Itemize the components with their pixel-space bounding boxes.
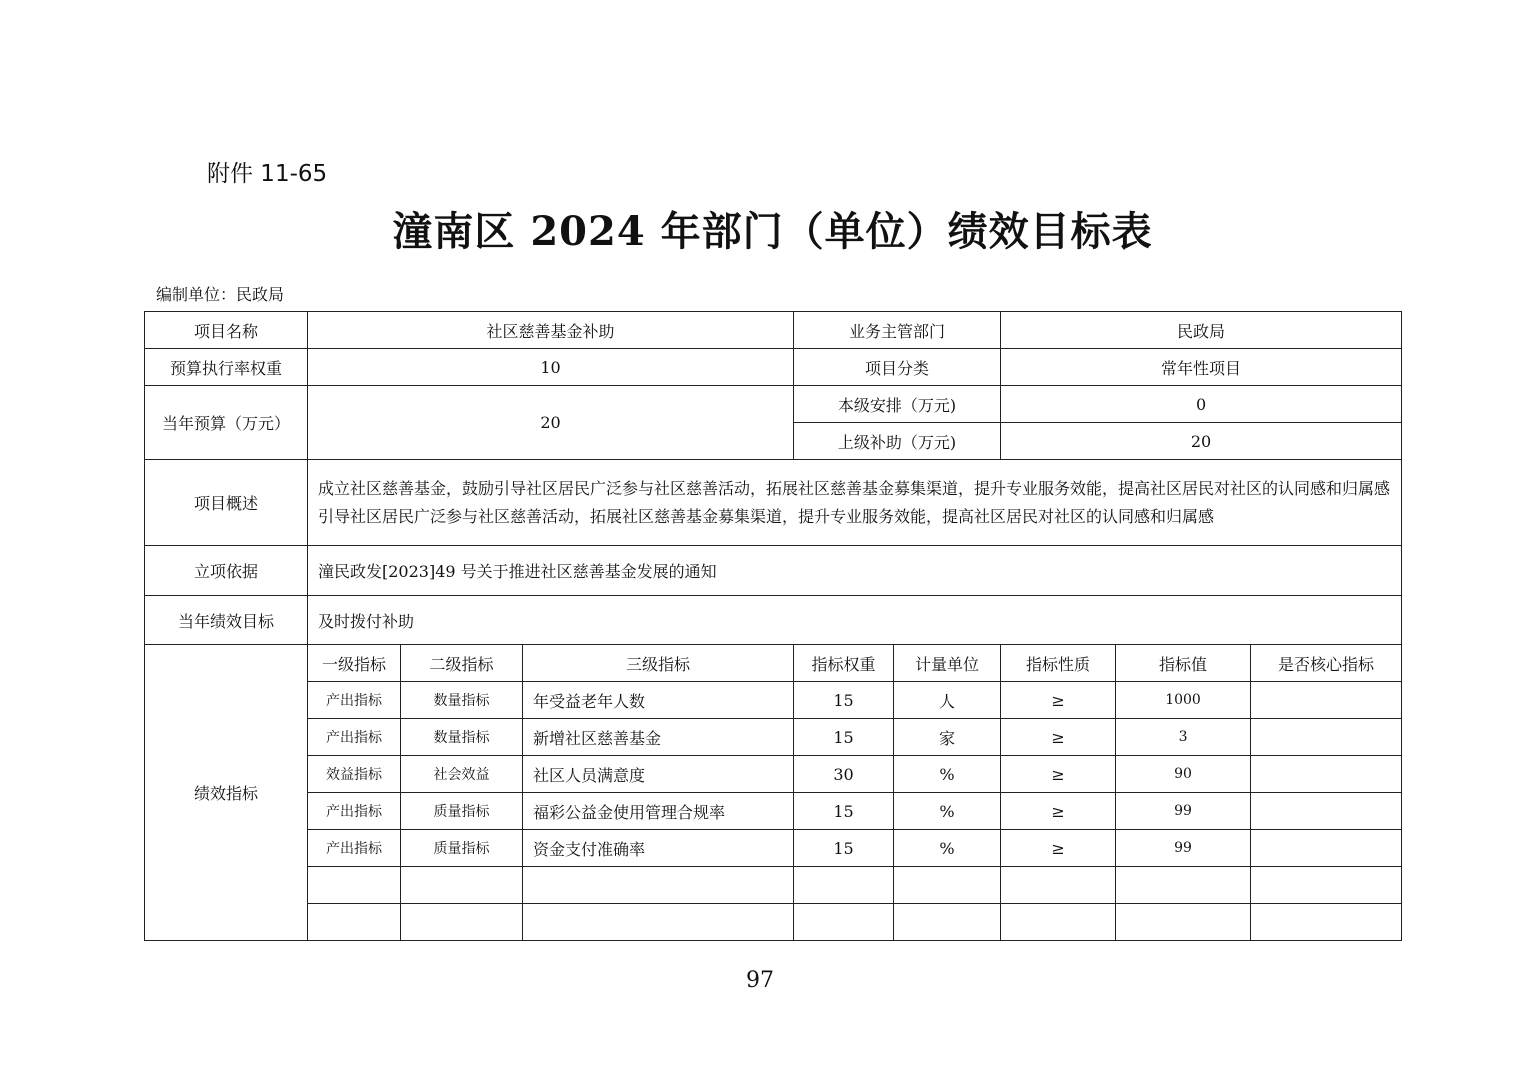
project-name-label: 项目名称 xyxy=(145,312,308,349)
dept-label: 业务主管部门 xyxy=(794,312,1001,349)
row-core xyxy=(1251,682,1402,719)
row-weight: 30 xyxy=(794,756,894,793)
row-unit: % xyxy=(894,756,1001,793)
row-unit: 家 xyxy=(894,719,1001,756)
row-weight: 15 xyxy=(794,830,894,867)
row-level2: 数量指标 xyxy=(401,682,523,719)
row-level2: 质量指标 xyxy=(401,793,523,830)
compiling-unit: 编制单位：民政局 xyxy=(156,285,285,304)
dept-value: 民政局 xyxy=(1001,312,1402,349)
header-unit: 计量单位 xyxy=(894,645,1001,682)
table-row xyxy=(145,682,1402,719)
local-value: 0 xyxy=(1001,386,1402,423)
row-weight: 15 xyxy=(794,682,894,719)
row-value: 3 xyxy=(1116,719,1251,756)
page-number: 97 xyxy=(746,968,774,993)
row-level1: 产出指标 xyxy=(308,682,401,719)
category-label: 项目分类 xyxy=(794,349,1001,386)
category-value: 常年性项目 xyxy=(1001,349,1402,386)
header-nature: 指标性质 xyxy=(1001,645,1116,682)
local-label: 本级安排（万元) xyxy=(794,386,1001,423)
goal-value: 及时拨付补助 xyxy=(308,596,1402,645)
header-value: 指标值 xyxy=(1116,645,1251,682)
row-level2: 社会效益 xyxy=(401,756,523,793)
row-value: 1000 xyxy=(1116,682,1251,719)
row-level1: 产出指标 xyxy=(308,830,401,867)
indicators-label: 绩效指标 xyxy=(145,645,308,941)
row-nature: ≥ xyxy=(1001,719,1116,756)
row-weight: 15 xyxy=(794,793,894,830)
row-nature: ≥ xyxy=(1001,682,1116,719)
row-value: 99 xyxy=(1116,830,1251,867)
overview-value: 成立社区慈善基金，鼓励引导社区居民广泛参与社区慈善活动，拓展社区慈善基金募集渠道，提升专业服务效能，提高社区居民对社区的认同感和归属感引导社区居民广泛参与社区慈善活动，拓展社区慈善基金募集渠道，提升专业服务效能，提高社区居民对社区的认同感和归属感 xyxy=(308,460,1402,546)
row-unit: % xyxy=(894,830,1001,867)
row-value: 99 xyxy=(1116,793,1251,830)
header-level2: 二级指标 xyxy=(401,645,523,682)
row-nature: ≥ xyxy=(1001,793,1116,830)
row-level3: 年受益老年人数 xyxy=(523,682,794,719)
row-level2: 数量指标 xyxy=(401,719,523,756)
row-level1: 产出指标 xyxy=(308,719,401,756)
header-level1: 一级指标 xyxy=(308,645,401,682)
budget-value: 20 xyxy=(308,386,794,460)
row-nature: ≥ xyxy=(1001,756,1116,793)
row-core xyxy=(1251,793,1402,830)
upper-value: 20 xyxy=(1001,423,1402,460)
row-level1: 产出指标 xyxy=(308,793,401,830)
table-row xyxy=(145,756,1402,793)
row-unit: % xyxy=(894,793,1001,830)
table-row xyxy=(145,719,1402,756)
overview-label: 项目概述 xyxy=(145,460,308,546)
table-row-empty xyxy=(145,904,1402,941)
row-level3: 社区人员满意度 xyxy=(523,756,794,793)
row-nature: ≥ xyxy=(1001,830,1116,867)
header-weight: 指标权重 xyxy=(794,645,894,682)
row-level3: 资金支付准确率 xyxy=(523,830,794,867)
header-level3: 三级指标 xyxy=(523,645,794,682)
row-level2: 质量指标 xyxy=(401,830,523,867)
table-row xyxy=(145,793,1402,830)
basis-value: 潼民政发[2023]49 号关于推进社区慈善基金发展的通知 xyxy=(308,546,1402,596)
page-title: 潼南区 2024 年部门（单位）绩效目标表 xyxy=(392,208,1153,255)
row-weight: 15 xyxy=(794,719,894,756)
table-row xyxy=(145,830,1402,867)
attachment-label: 附件 11-65 xyxy=(207,161,328,187)
row-unit: 人 xyxy=(894,682,1001,719)
project-name-value: 社区慈善基金补助 xyxy=(308,312,794,349)
header-core: 是否核心指标 xyxy=(1251,645,1402,682)
basis-label: 立项依据 xyxy=(145,546,308,596)
row-core xyxy=(1251,756,1402,793)
goal-label: 当年绩效目标 xyxy=(145,596,308,645)
row-level3: 新增社区慈善基金 xyxy=(523,719,794,756)
performance-target-table xyxy=(144,311,1402,941)
table-row-empty xyxy=(145,867,1402,904)
weight-value: 10 xyxy=(308,349,794,386)
row-core xyxy=(1251,830,1402,867)
row-level3: 福彩公益金使用管理合规率 xyxy=(523,793,794,830)
row-level1: 效益指标 xyxy=(308,756,401,793)
upper-label: 上级补助（万元) xyxy=(794,423,1001,460)
weight-label: 预算执行率权重 xyxy=(145,349,308,386)
row-value: 90 xyxy=(1116,756,1251,793)
budget-label: 当年预算（万元） xyxy=(145,386,308,460)
row-core xyxy=(1251,719,1402,756)
